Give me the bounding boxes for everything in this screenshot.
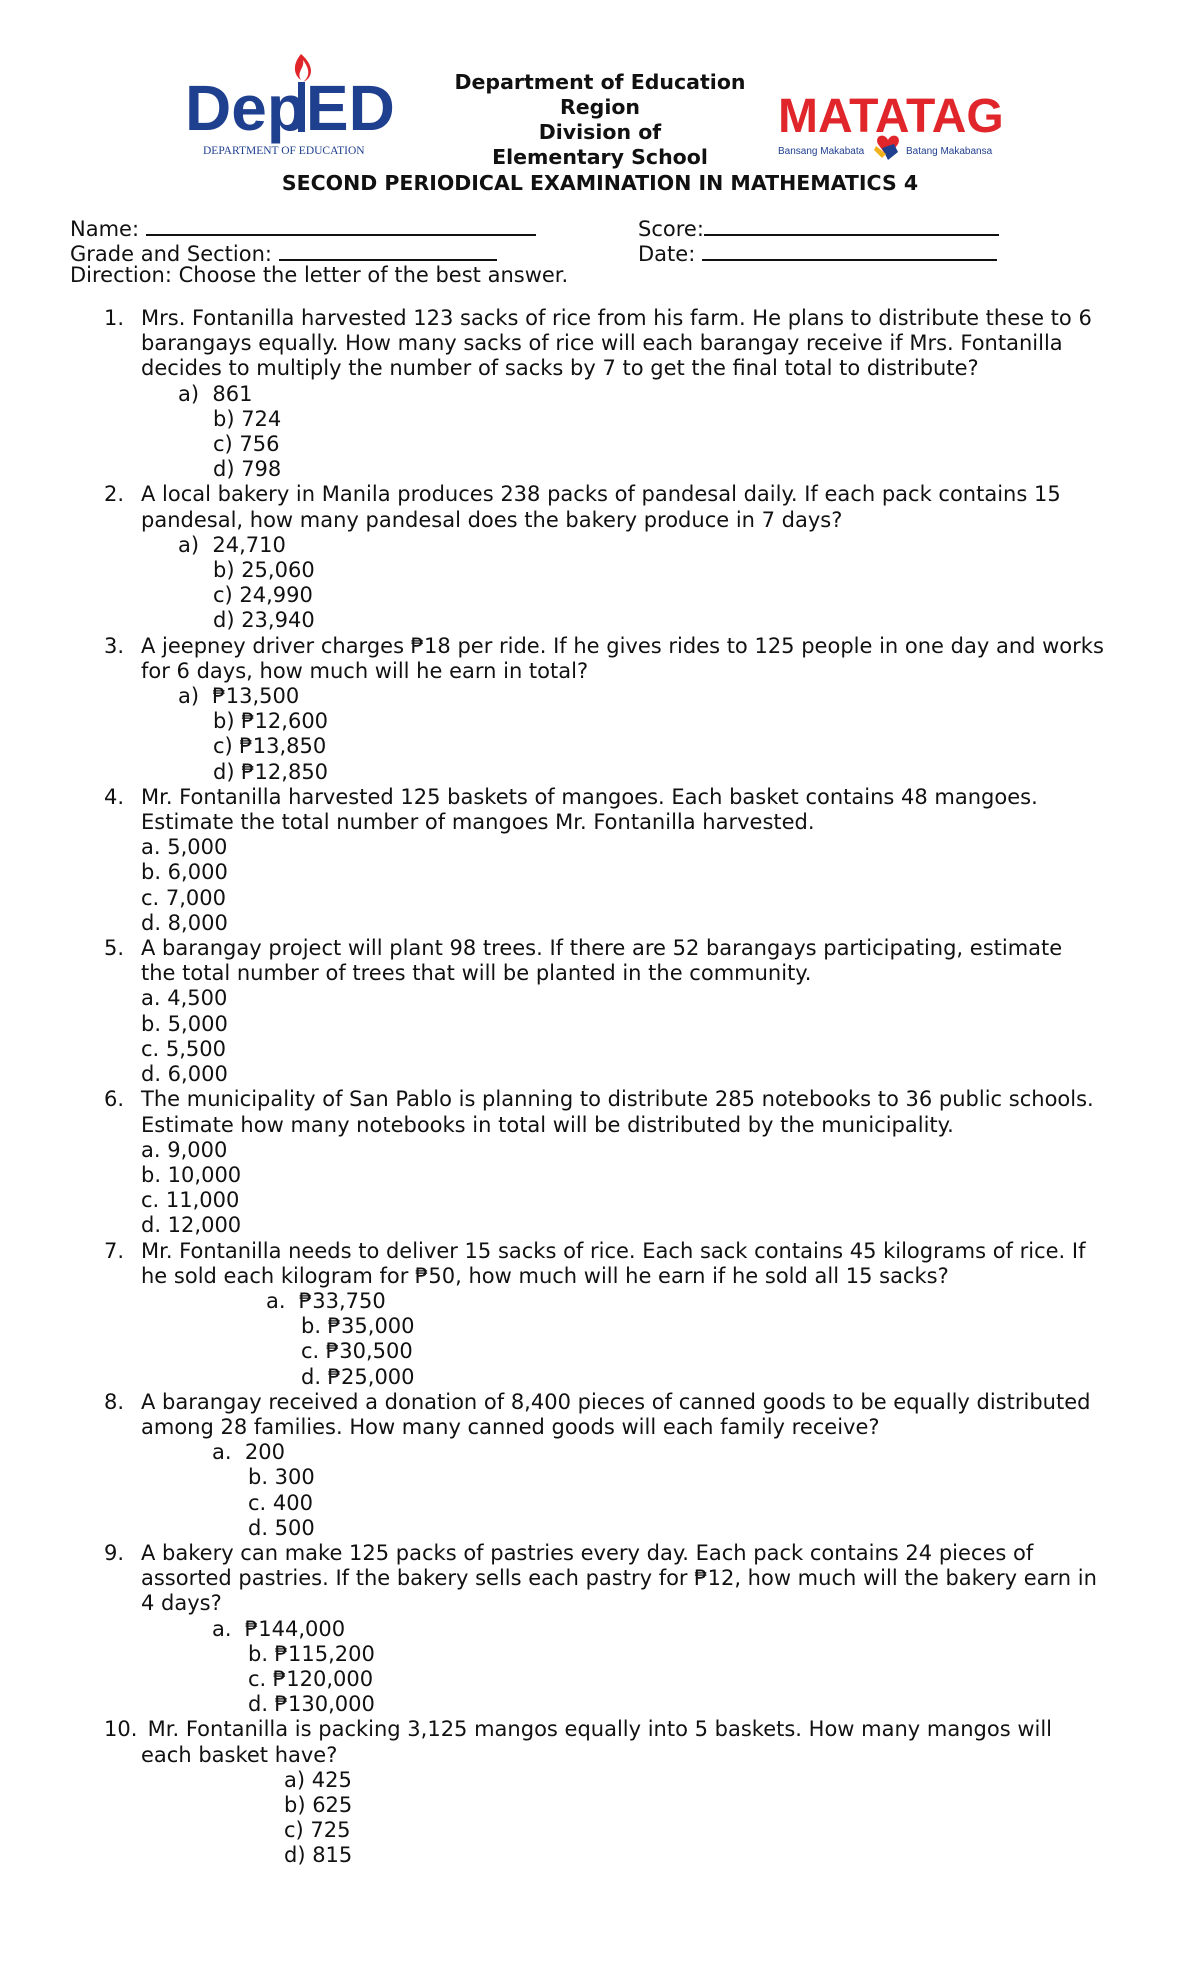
answer-choice[interactable]: c. 11,000 <box>141 1188 240 1213</box>
header-department: Department of Education <box>454 70 746 94</box>
question-text-line: assorted pastries. If the bakery sells each pastry for ₱12, how much will the bakery earn in <box>141 1566 1097 1591</box>
answer-choice[interactable]: a) ₱13,500 <box>178 684 300 709</box>
answer-choice[interactable]: b. ₱35,000 <box>301 1314 415 1339</box>
answer-choice[interactable]: b. 5,000 <box>141 1011 228 1036</box>
grade-section-blank[interactable] <box>279 240 497 261</box>
answer-choice[interactable]: c) 756 <box>213 432 280 457</box>
answer-choice[interactable]: c) 725 <box>284 1818 351 1843</box>
question-stem <box>0 1087 1141 1137</box>
question-text-line: each basket have? <box>141 1742 338 1767</box>
name-label: Name: <box>70 217 140 241</box>
question-item <box>0 1541 1200 1717</box>
question-text-line: A jeepney driver charges ₱18 per ride. If he gives rides to 125 people in one day and works <box>141 633 1104 658</box>
question-text-line: for 6 days, how much will he earn in total? <box>141 658 589 683</box>
answer-choice[interactable]: c. ₱30,500 <box>301 1339 413 1364</box>
answer-choice[interactable]: c. 400 <box>248 1490 313 1515</box>
question-stem <box>0 1390 1141 1440</box>
answer-choice[interactable]: b. 10,000 <box>141 1162 242 1187</box>
answer-choice[interactable]: a) 24,710 <box>178 532 286 557</box>
question-text-line: pandesal, how many pandesal does the bakery produce in 7 days? <box>141 507 843 532</box>
question-list <box>0 306 1200 1869</box>
answer-choice[interactable]: a. ₱33,750 <box>266 1288 386 1313</box>
date-field[interactable] <box>638 240 997 267</box>
date-blank[interactable] <box>702 240 997 261</box>
answer-choice[interactable]: d. ₱130,000 <box>248 1692 375 1717</box>
answer-choice[interactable]: a. ₱144,000 <box>212 1616 346 1641</box>
question-number: 8. <box>104 1389 125 1414</box>
header-region: Region <box>559 95 641 119</box>
answer-choice[interactable]: d) 798 <box>213 457 282 482</box>
question-item <box>0 1087 1200 1238</box>
date-label: Date: <box>638 242 696 266</box>
answer-choice[interactable]: a. 4,500 <box>141 986 228 1011</box>
question-text-line: Mr. Fontanilla is packing 3,125 mangos equally into 5 baskets. How many mangos will <box>141 1717 1052 1742</box>
question-text-line: among 28 families. How many canned goods will each family receive? <box>141 1414 880 1439</box>
answer-choice[interactable]: d. ₱25,000 <box>301 1364 415 1389</box>
question-item <box>0 785 1200 936</box>
answer-choice[interactable]: c. 5,500 <box>141 1036 227 1061</box>
exam-title: SECOND PERIODICAL EXAMINATION IN MATHEMATICS 4 <box>281 171 919 195</box>
answer-choice[interactable]: a. 200 <box>212 1440 285 1465</box>
answer-choice[interactable]: b) ₱12,600 <box>213 709 329 734</box>
deped-logo-dep: DepED <box>185 72 395 144</box>
question-stem <box>0 1239 1141 1289</box>
question-stem <box>0 306 1141 382</box>
question-stem <box>0 936 1141 986</box>
question-stem <box>0 785 1141 835</box>
school-header <box>340 70 860 170</box>
matatag-tagline-right: Batang Makabansa <box>906 146 993 157</box>
question-text-line: Mr. Fontanilla harvested 125 baskets of mangoes. Each basket contains 48 mangoes. <box>141 784 1038 809</box>
question-number: 7. <box>104 1238 125 1263</box>
answer-choice[interactable]: c) 24,990 <box>213 583 313 608</box>
question-stem <box>0 1541 1141 1617</box>
name-blank[interactable] <box>146 215 536 236</box>
question-text-line: 4 days? <box>141 1591 222 1616</box>
header-school: Elementary School <box>492 145 708 169</box>
question-stem <box>0 1717 1141 1767</box>
question-number: 2. <box>104 482 125 507</box>
question-number: 1. <box>104 306 125 330</box>
grade-section-label: Grade and Section: <box>70 242 272 266</box>
question-text-line: the total number of trees that will be planted in the community. <box>141 961 812 986</box>
answer-choice[interactable]: c. ₱120,000 <box>248 1666 374 1691</box>
score-field[interactable] <box>638 215 999 242</box>
question-item <box>0 1239 1200 1390</box>
question-text-line: A barangay received a donation of 8,400 pieces of canned goods to be equally distributed <box>141 1389 1091 1414</box>
deped-logo-subtext: DEPARTMENT OF EDUCATION <box>203 145 365 157</box>
score-blank[interactable] <box>704 215 999 236</box>
direction-text: Direction: Choose the letter of the best answer. <box>70 263 569 287</box>
question-text-line: he sold each kilogram for ₱50, how much will he earn if he sold all 15 sacks? <box>141 1263 949 1288</box>
answer-choice[interactable]: b. 6,000 <box>141 860 228 885</box>
answer-choice[interactable]: d. 8,000 <box>141 910 228 935</box>
answer-choice[interactable]: c) ₱13,850 <box>213 734 327 759</box>
answer-choice[interactable]: a) 861 <box>178 381 253 406</box>
question-number: 5. <box>104 936 125 961</box>
question-text-line: Estimate how many notebooks in total will be distributed by the municipality. <box>141 1112 954 1137</box>
question-text-line: decides to multiply the number of sacks by 7 to get the final total to distribute? <box>141 356 979 381</box>
answer-choice[interactable]: b. ₱115,200 <box>248 1641 375 1666</box>
name-field[interactable] <box>70 215 536 242</box>
question-item <box>0 1717 1200 1868</box>
question-item <box>0 634 1200 785</box>
question-number: 9. <box>104 1540 125 1565</box>
answer-choice[interactable]: d) 815 <box>284 1843 353 1868</box>
question-text-line: A barangay project will plant 98 trees. If there are 52 barangays participating, estimate <box>141 936 1063 961</box>
answer-choice[interactable]: d. 6,000 <box>141 1062 228 1087</box>
question-stem <box>0 634 1141 684</box>
question-text-line: Mr. Fontanilla needs to deliver 15 sacks of rice. Each sack contains 45 kilograms of rice. If <box>141 1238 1086 1263</box>
question-text-line: A bakery can make 125 packs of pastries every day. Each pack contains 24 pieces of <box>141 1540 1034 1565</box>
answer-choice[interactable]: b. 300 <box>248 1465 315 1490</box>
matatag-tagline-left: Bansang Makabata <box>778 146 865 157</box>
handshake-heart-icon <box>874 136 899 160</box>
answer-choice[interactable]: d) 23,940 <box>213 608 315 633</box>
matatag-logo-text: MATATAG <box>778 90 1004 143</box>
question-text-line: Mrs. Fontanilla harvested 123 sacks of rice from his farm. He plans to distribute these to 6 <box>141 306 1092 330</box>
answer-choice[interactable]: c. 7,000 <box>141 885 227 910</box>
question-text-line: A local bakery in Manila produces 238 packs of pandesal daily. If each pack contains 15 <box>141 482 1061 507</box>
answer-choice[interactable]: d) ₱12,850 <box>213 759 329 784</box>
question-text-line: The municipality of San Pablo is planning to distribute 285 notebooks to 36 public schools. <box>141 1087 1094 1112</box>
question-text-line: barangays equally. How many sacks of rice will each barangay receive if Mrs. Fontanilla <box>141 331 1063 356</box>
answer-choice[interactable]: a. 5,000 <box>141 835 228 860</box>
question-number: 10. <box>104 1717 138 1742</box>
question-text-line: Estimate the total number of mangoes Mr. Fontanilla harvested. <box>141 810 815 835</box>
question-item <box>0 1390 1200 1541</box>
answer-choice[interactable]: a. 9,000 <box>141 1137 228 1162</box>
answer-choice[interactable]: a) 425 <box>284 1767 352 1792</box>
question-stem <box>0 482 1141 532</box>
answer-choice[interactable]: d. 12,000 <box>141 1213 242 1238</box>
score-label: Score: <box>638 217 704 241</box>
question-item <box>0 306 1200 482</box>
header-division: Division of <box>538 120 662 144</box>
question-number: 6. <box>104 1087 125 1112</box>
answer-choice[interactable]: b) 724 <box>213 406 282 431</box>
question-number: 4. <box>104 784 125 809</box>
answer-choice[interactable]: b) 25,060 <box>213 558 315 583</box>
answer-choice[interactable]: b) 625 <box>284 1792 353 1817</box>
answer-choice[interactable]: d. 500 <box>248 1515 315 1540</box>
question-number: 3. <box>104 633 125 658</box>
question-item <box>0 482 1200 633</box>
question-item <box>0 936 1200 1087</box>
